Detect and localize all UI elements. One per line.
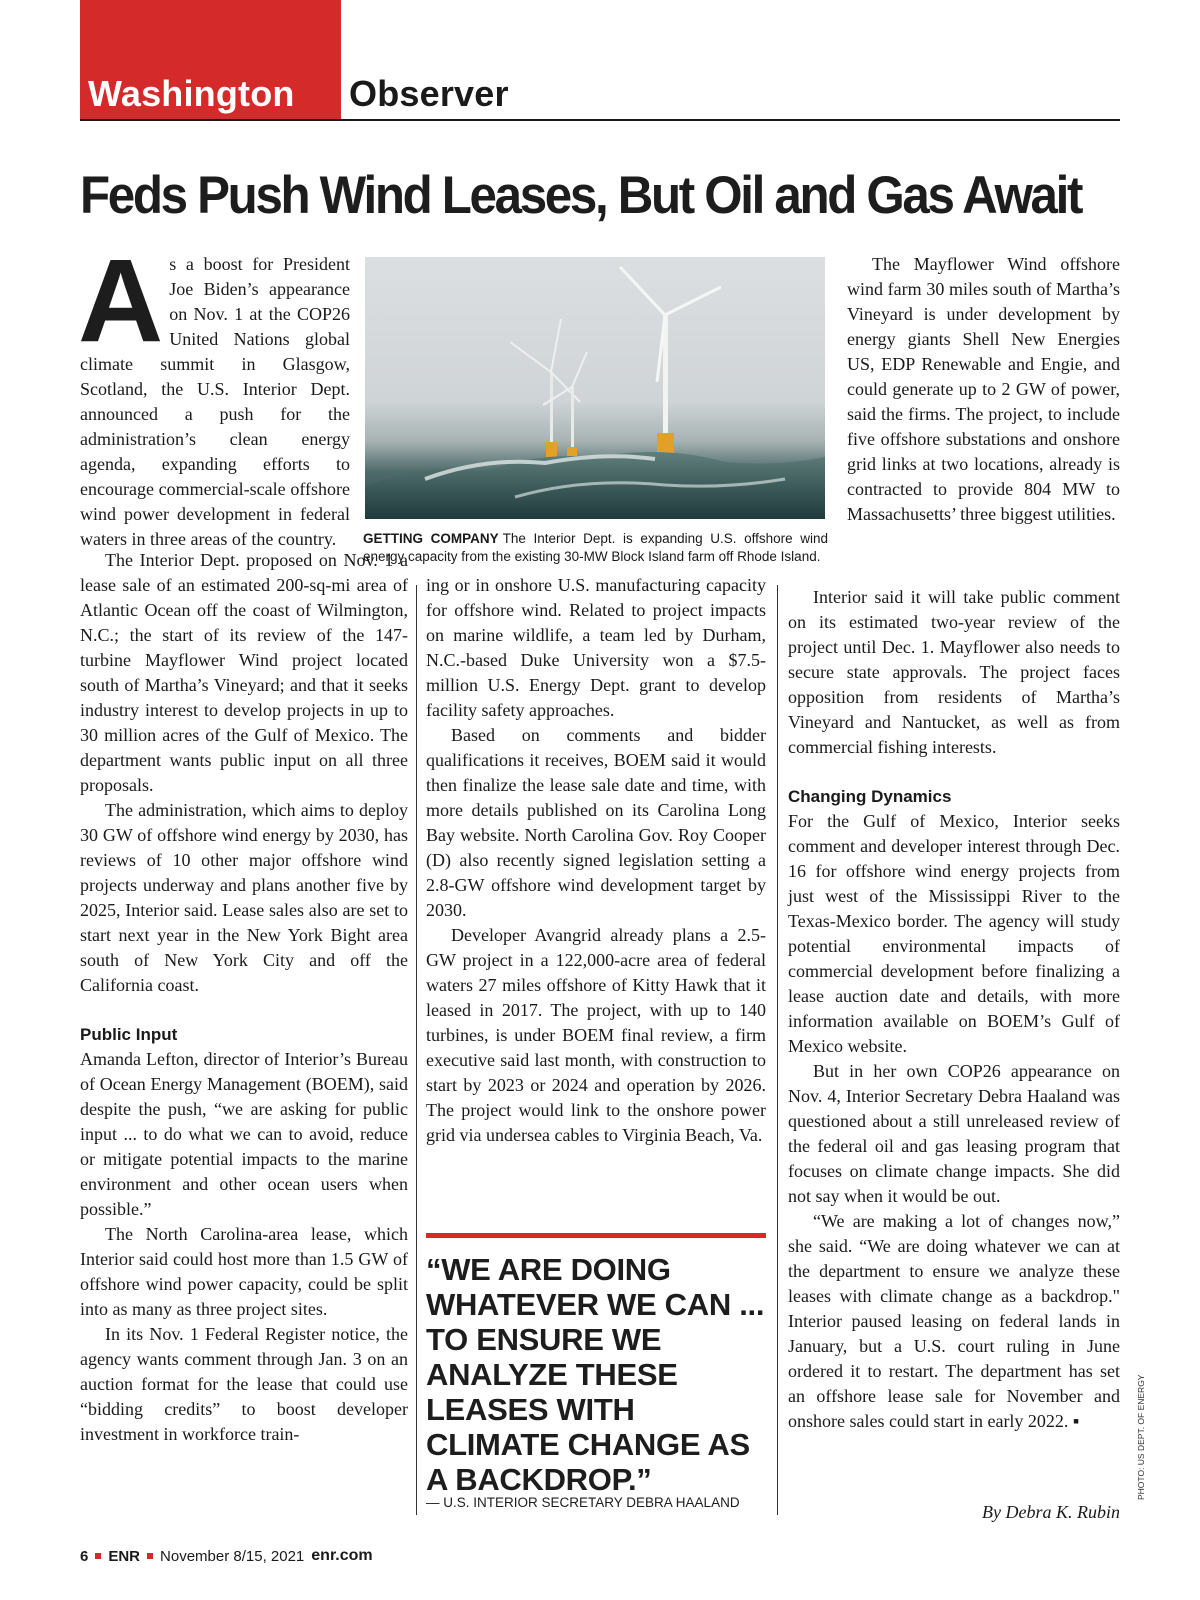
paragraph: Interior said it will take public comment on its estimated two-year review of the project until Dec. 1. Mayflower also needs to secure state approvals. The project faces opposition from residents of Martha’s Vineyard and Nantucket, as well as from commercial fishing interests. [788, 587, 1120, 757]
column-divider [416, 585, 417, 1515]
page-number: 6 [80, 1547, 89, 1565]
paragraph: The administration, which aims to deploy 30 GW of offshore wind energy by 2030, has reviews of 10 other major offshore wind projects underway and plans another five by 2025, Interior said. Lease sales also are set to start next year in the New York Bight area south of New York City and off the California coast. [80, 800, 408, 995]
paragraph: In its Nov. 1 Federal Register notice, the agency wants comment through Jan. 3 on an auction format for the lease that could use “bidding credits” to boost developer investment in workforce train- [80, 1324, 408, 1444]
paragraph: “We are making a lot of changes now,” she said. “We are doing whatever we can at the department to ensure we analyze these leases with climate change as a backdrop." Interior paused leasing on federal lands in January, but a U.S. court ruling in June ordered it to restart. The department has set an offshore lease sale for November and onshore sales could start in early 2022. ▪ [788, 1211, 1120, 1431]
paragraph: The Interior Dept. proposed on Nov. 1 a lease sale of an estimated 200-sq-mi area of Atlantic Ocean off the coast of Wilmington, N.C.; the start of its review of the 147-turbine Mayflower Wind project located south of Martha’s Vineyard; and that it seeks industry interest to develop projects in up to 30 million acres of the Gulf of Mexico. The department wants public input on all three proposals. [80, 550, 408, 795]
header-rule [80, 119, 1120, 121]
wind-turbine-illustration [365, 257, 825, 519]
column-divider [777, 585, 778, 1515]
caption-text: The Interior Dept. is expanding U.S. offshore wind energy capacity from the existing 30-MW Block Island farm off Rhode Island. [363, 531, 828, 564]
subhead-public-input: Public Input [80, 1025, 178, 1044]
pullquote-rule [426, 1233, 766, 1238]
paragraph: ing or in onshore U.S. manufacturing capacity for offshore wind. Related to project impacts on marine wildlife, a team led by Durham, N.C.-based Duke University won a $7.5-million U.S. Energy Dept. grant to develop facility safety approaches. [426, 575, 766, 720]
drop-cap: A [78, 235, 164, 367]
byline: By Debra K. Rubin [982, 1502, 1120, 1522]
site-url: enr.com [311, 1547, 373, 1564]
paragraph: But in her own COP26 appearance on Nov. 4, Interior Secretary Debra Haaland was questioned about a still unreleased review of the federal oil and gas leasing program that focuses on climate change impacts. She did not say when it would be out. [788, 1061, 1120, 1206]
magazine-name: ENR [108, 1547, 141, 1565]
column-2 [426, 573, 766, 1148]
section-word-observer: Observer [349, 73, 509, 114]
photo-caption [363, 530, 828, 566]
subhead-changing-dynamics: Changing Dynamics [788, 787, 952, 806]
paragraph: For the Gulf of Mexico, Interior seeks comment and developer interest through Dec. 16 for offshore wind energy projects from just west of the Mississippi River to the Texas-Mexico border. The agency will study potential environmental impacts of commercial development before finalizing a lease auction date and details, with more information available on BOEM’s Gulf of Mexico website. [788, 811, 1120, 1056]
paragraph: Amanda Lefton, director of Interior’s Bureau of Ocean Energy Management (BOEM), said despite the push, “we are asking for public input ... to do what we can to avoid, reduce or mitigate potential impacts to the marine environment and other ocean users when possible.” [80, 1049, 408, 1219]
paragraph-text: s a boost for President Joe Biden’s appearance on Nov. 1 at the COP26 United Nations global climate summit in Glasgow, Scotland, the U.S. Interior Dept. announced a push for the administration’s clean energy agenda, expanding efforts to encourage commercial-scale offshore wind power development in federal waters in three areas of the country. [80, 254, 350, 549]
column-1 [80, 548, 408, 1447]
column-3-top [847, 252, 1120, 527]
section-word-washington: Washington [88, 73, 295, 114]
paragraph: Developer Avangrid already plans a 2.5-GW project in a 122,000-acre area of federal waters 27 miles offshore of Kitty Hawk that it leased in 2017. The project, with up to 140 turbines, is under BOEM final review, a firm executive said last month, with construction to start by 2023 or 2024 and operation by 2026. The project would link to the onshore power grid via undersea cables to Virginia Beach, Va. [426, 925, 766, 1145]
issue-date: November 8/15, 2021 [160, 1547, 305, 1565]
headline: Feds Push Wind Leases, But Oil and Gas Await [80, 166, 1082, 225]
photo-credit: PHOTO: US DEPT. OF ENERGY [1136, 1374, 1146, 1500]
pullquote: “WE ARE DOING WHATEVER WE CAN ... TO ENSURE WE ANALYZE THESE LEASES WITH CLIMATE CHANGE AS A BACKDROP.” [426, 1252, 765, 1497]
paragraph: The North Carolina-area lease, which Interior said could host more than 1.5 GW of offshore wind power capacity, could be split into as many as three project sites. [80, 1224, 408, 1319]
bullet-square-icon [147, 1553, 153, 1559]
pullquote-attribution: — U.S. INTERIOR SECRETARY DEBRA HAALAND [426, 1495, 740, 1510]
wind-turbine-photo [365, 257, 825, 519]
section-label [88, 73, 509, 114]
column-1-top [78, 235, 350, 552]
column-3 [788, 585, 1120, 1434]
paragraph: The Mayflower Wind offshore wind farm 30 miles south of Martha’s Vineyard is under development by energy giants Shell New Energies US, EDP Renewable and Engie, and could generate up to 2 GW of power, said the firms. The project, to include five offshore substations and onshore grid links at two locations, already is contracted to provide 804 MW to Massachusetts’ three biggest utilities. [847, 254, 1120, 524]
page-footer [80, 1547, 373, 1565]
paragraph: Based on comments and bidder qualifications it receives, BOEM said it would then finalize the lease sale date and time, with more details published on its Carolina Long Bay website. North Carolina Gov. Roy Cooper (D) also recently signed legislation setting a 2.8-GW offshore wind development target by 2030. [426, 725, 766, 920]
bullet-square-icon [95, 1553, 101, 1559]
caption-label: GETTING COMPANY [363, 531, 499, 546]
